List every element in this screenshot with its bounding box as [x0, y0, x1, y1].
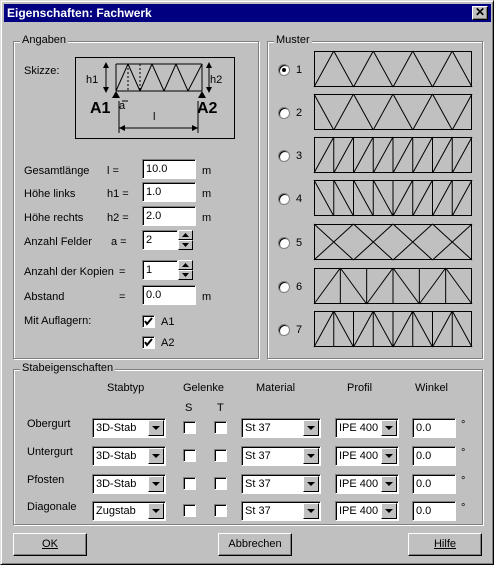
- muster-pattern-4[interactable]: [313, 179, 473, 217]
- profil-select-untergurt[interactable]: [335, 446, 399, 466]
- muster-radio-4[interactable]: [278, 193, 290, 205]
- dropdown-arrow-button[interactable]: [303, 503, 319, 519]
- hoehe-links-label: Höhe links: [24, 188, 76, 200]
- gesamtlaenge-sym: l =: [107, 165, 119, 177]
- muster-radio-label-6: 6: [296, 281, 303, 293]
- gesamtlaenge-input[interactable]: 10.0: [142, 159, 196, 179]
- chevron-down-icon: [385, 426, 393, 430]
- truss-pattern-drawing: [313, 50, 473, 88]
- winkel-input-diagonale[interactable]: 0.0: [412, 501, 456, 521]
- truss-pattern-drawing: [313, 136, 473, 174]
- header-gelenke: Gelenke: [183, 382, 224, 394]
- stabtyp-select-diagonale[interactable]: [92, 501, 166, 521]
- row-label-pfosten: Pfosten: [27, 474, 65, 486]
- winkel-degree-diagonale: °: [461, 502, 466, 514]
- muster-radio-3[interactable]: [278, 150, 290, 162]
- sketch-a: a: [119, 100, 126, 112]
- checkmark-icon: [144, 317, 153, 326]
- muster-radio-label-5: 5: [296, 237, 303, 249]
- kopien-sym: =: [119, 266, 126, 278]
- chevron-down-icon: [307, 454, 315, 458]
- material-select-obergurt[interactable]: [241, 418, 321, 438]
- sketch-A1: A1: [90, 100, 111, 117]
- spinner-up-button[interactable]: [178, 260, 193, 270]
- truss-pattern-drawing: [313, 310, 473, 348]
- hoehe-links-input[interactable]: 1.0: [142, 182, 196, 202]
- dropdown-arrow-button[interactable]: [303, 448, 319, 464]
- muster-radio-2[interactable]: [278, 107, 290, 119]
- muster-radio-7[interactable]: [278, 324, 290, 336]
- dropdown-arrow-button[interactable]: [303, 420, 319, 436]
- spinner-up-icon: [182, 233, 189, 237]
- abbrechen-button-label: Abbrechen: [228, 538, 282, 550]
- row-label-untergurt: Untergurt: [27, 446, 73, 458]
- truss-sketch-drawing: [76, 58, 234, 138]
- close-button[interactable]: [472, 6, 488, 20]
- gesamtlaenge-unit: m: [202, 165, 212, 177]
- profil-select-pfosten-value: IPE 400: [339, 478, 379, 490]
- window-title: Eigenschaften: Fachwerk: [7, 6, 152, 20]
- chevron-down-icon: [385, 454, 393, 458]
- stabtyp-select-diagonale-value: Zugstab: [96, 505, 136, 517]
- spinner-down-button[interactable]: [178, 240, 193, 250]
- chevron-down-icon: [307, 509, 315, 513]
- header-s: S: [185, 402, 193, 414]
- close-icon: ✕: [474, 5, 486, 19]
- dropdown-arrow-button[interactable]: [381, 420, 397, 436]
- hilfe-button[interactable]: [408, 533, 482, 556]
- material-select-pfosten[interactable]: [241, 474, 321, 494]
- material-select-untergurt-value: St 37: [245, 450, 271, 462]
- auflager-a1-label: A1: [161, 316, 175, 328]
- sketch-h1: h1: [86, 74, 99, 86]
- stabeigenschaften-group-label: Stabeigenschaften: [22, 362, 114, 374]
- gesamtlaenge-label: Gesamtlänge: [24, 165, 90, 177]
- muster-pattern-2[interactable]: [313, 93, 473, 131]
- stabtyp-select-pfosten-value: 3D-Stab: [96, 478, 137, 490]
- dropdown-arrow-button[interactable]: [148, 476, 164, 492]
- muster-radio-5[interactable]: [278, 237, 290, 249]
- spinner-down-icon: [182, 243, 189, 247]
- abstand-label: Abstand: [24, 291, 65, 303]
- dropdown-arrow-button[interactable]: [381, 476, 397, 492]
- muster-pattern-3[interactable]: [313, 136, 473, 174]
- header-stabtyp: Stabtyp: [107, 382, 145, 394]
- profil-select-pfosten[interactable]: [335, 474, 399, 494]
- hoehe-rechts-unit: m: [202, 212, 212, 224]
- chevron-down-icon: [385, 509, 393, 513]
- muster-pattern-5[interactable]: [313, 223, 473, 261]
- winkel-input-obergurt[interactable]: 0.0: [412, 418, 456, 438]
- sketch-A2: A2: [197, 100, 218, 117]
- profil-select-obergurt-value: IPE 400: [339, 422, 379, 434]
- material-select-diagonale-value: St 37: [245, 505, 271, 517]
- ok-button-label: OK: [42, 538, 58, 550]
- profil-select-diagonale[interactable]: [335, 501, 399, 521]
- spinner-down-icon: [182, 273, 189, 277]
- anzahl-felder-sym: a =: [111, 236, 127, 248]
- hoehe-links-unit: m: [202, 188, 212, 200]
- auflager-a2-label: A2: [161, 337, 175, 349]
- stabtyp-select-untergurt[interactable]: [92, 446, 166, 466]
- winkel-input-pfosten[interactable]: 0.0: [412, 474, 456, 494]
- hilfe-button-label: Hilfe: [433, 538, 456, 550]
- hoehe-rechts-sym: h2 =: [107, 212, 129, 224]
- hoehe-rechts-label: Höhe rechts: [24, 212, 84, 224]
- kopien-spinner[interactable]: [178, 260, 193, 280]
- abbrechen-button[interactable]: [218, 533, 292, 556]
- skizze-label: Skizze:: [24, 65, 60, 77]
- muster-pattern-6[interactable]: [313, 267, 473, 305]
- muster-radio-label-4: 4: [296, 193, 303, 205]
- chevron-down-icon: [307, 482, 315, 486]
- ok-button[interactable]: [13, 533, 87, 556]
- spinner-down-button[interactable]: [178, 270, 193, 280]
- hoehe-rechts-input[interactable]: 2.0: [142, 206, 196, 226]
- anzahl-felder-spinner[interactable]: [178, 230, 193, 250]
- dropdown-arrow-button[interactable]: [148, 448, 164, 464]
- anzahl-felder-label: Anzahl Felder: [24, 236, 92, 248]
- chevron-down-icon: [152, 482, 160, 486]
- gelenk-t-checkbox-obergurt[interactable]: [214, 421, 227, 434]
- spinner-up-icon: [182, 263, 189, 267]
- dropdown-arrow-button[interactable]: [381, 503, 397, 519]
- chevron-down-icon: [152, 426, 160, 430]
- winkel-input-untergurt[interactable]: 0.0: [412, 446, 456, 466]
- kopien-input[interactable]: 1: [142, 260, 178, 280]
- header-profil: Profil: [347, 382, 373, 394]
- abstand-sym: =: [119, 291, 126, 303]
- gelenk-s-checkbox-diagonale[interactable]: [183, 504, 196, 517]
- truss-pattern-drawing: [313, 267, 473, 305]
- gelenk-t-checkbox-diagonale[interactable]: [214, 504, 227, 517]
- hoehe-links-sym: h1 =: [107, 188, 129, 200]
- muster-radio-1[interactable]: [278, 64, 290, 76]
- truss-sketch: [75, 57, 235, 139]
- radio-selected-dot: [282, 68, 286, 72]
- muster-radio-label-2: 2: [296, 107, 303, 119]
- sketch-h2: h2: [210, 74, 223, 86]
- chevron-down-icon: [307, 426, 315, 430]
- gelenk-s-checkbox-pfosten[interactable]: [183, 477, 196, 490]
- truss-pattern-drawing: [313, 223, 473, 261]
- muster-pattern-7[interactable]: [313, 310, 473, 348]
- dropdown-arrow-button[interactable]: [381, 448, 397, 464]
- row-label-obergurt: Obergurt: [27, 418, 71, 430]
- spinner-up-button[interactable]: [178, 230, 193, 240]
- stabtyp-select-obergurt-value: 3D-Stab: [96, 422, 137, 434]
- auflager-label: Mit Auflagern:: [24, 315, 92, 327]
- sketch-l: l: [153, 111, 156, 123]
- auflager-a1-checkbox[interactable]: [142, 315, 155, 328]
- stabtyp-select-obergurt[interactable]: [92, 418, 166, 438]
- stabtyp-select-pfosten[interactable]: [92, 474, 166, 494]
- gelenk-s-checkbox-obergurt[interactable]: [183, 421, 196, 434]
- material-select-diagonale[interactable]: [241, 501, 321, 521]
- muster-pattern-1[interactable]: [313, 50, 473, 88]
- gelenk-t-checkbox-pfosten[interactable]: [214, 477, 227, 490]
- chevron-down-icon: [385, 482, 393, 486]
- abstand-unit: m: [202, 291, 212, 303]
- header-winkel: Winkel: [415, 382, 449, 394]
- chevron-down-icon: [152, 454, 160, 458]
- muster-radio-label-3: 3: [296, 150, 303, 162]
- dropdown-arrow-button[interactable]: [148, 503, 164, 519]
- stabtyp-select-untergurt-value: 3D-Stab: [96, 450, 137, 462]
- header-material: Material: [256, 382, 296, 394]
- muster-radio-label-1: 1: [296, 64, 303, 76]
- title-bar: [4, 4, 491, 22]
- material-select-untergurt[interactable]: [241, 446, 321, 466]
- row-label-diagonale: Diagonale: [27, 501, 77, 513]
- chevron-down-icon: [152, 509, 160, 513]
- dropdown-arrow-button[interactable]: [148, 420, 164, 436]
- muster-radio-label-7: 7: [296, 324, 303, 336]
- profil-select-untergurt-value: IPE 400: [339, 450, 379, 462]
- header-t: T: [217, 402, 224, 414]
- winkel-degree-untergurt: °: [461, 447, 466, 459]
- muster-radio-6[interactable]: [278, 281, 290, 293]
- anzahl-felder-input[interactable]: 2: [142, 230, 178, 250]
- material-select-obergurt-value: St 37: [245, 422, 271, 434]
- dropdown-arrow-button[interactable]: [303, 476, 319, 492]
- angaben-group-label: Angaben: [22, 34, 67, 46]
- abstand-input[interactable]: 0.0: [142, 285, 196, 305]
- gelenk-t-checkbox-untergurt[interactable]: [214, 449, 227, 462]
- winkel-degree-pfosten: °: [461, 475, 466, 487]
- winkel-degree-obergurt: °: [461, 419, 466, 431]
- checkmark-icon: [144, 338, 153, 347]
- gelenk-s-checkbox-untergurt[interactable]: [183, 449, 196, 462]
- truss-pattern-drawing: [313, 93, 473, 131]
- profil-select-diagonale-value: IPE 400: [339, 505, 379, 517]
- kopien-label: Anzahl der Kopien: [24, 266, 114, 278]
- auflager-a2-checkbox[interactable]: [142, 336, 155, 349]
- truss-pattern-drawing: [313, 179, 473, 217]
- profil-select-obergurt[interactable]: [335, 418, 399, 438]
- material-select-pfosten-value: St 37: [245, 478, 271, 490]
- muster-group-label: Muster: [276, 34, 310, 46]
